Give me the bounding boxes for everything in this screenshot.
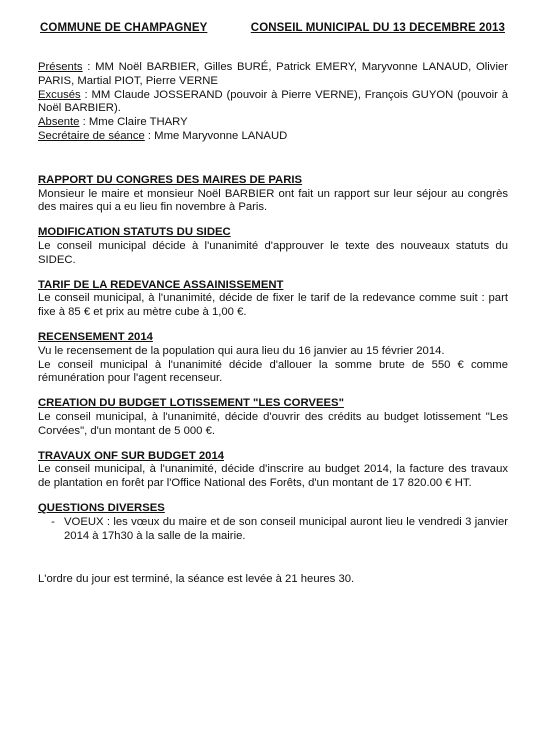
absent-label: Absente: [38, 116, 80, 129]
section-title: CREATION DU BUDGET LOTISSEMENT "LES CORVEES": [38, 397, 344, 410]
list-item: [38, 516, 508, 544]
present-text: : MM Noël BARBIER, Gilles BURÉ, Patrick EMERY, Maryvonne LANAUD, Olivier PARIS, Martial PIOT, Pierre VERNE: [38, 61, 508, 87]
section-title: RECENSEMENT 2014: [38, 330, 153, 343]
commune-name: COMMUNE DE CHAMPAGNEY: [40, 22, 208, 34]
section-text: Le conseil municipal à l'unanimité décide d'allouer la somme brute de 550 € comme rémunération pour l'agent recenseur.: [38, 358, 508, 385]
section-title: TRAVAUX ONF SUR BUDGET 2014: [38, 449, 225, 462]
section-text: Le conseil municipal, à l'unanimité, décide d'inscrire au budget 2014, la facture des travaux de plantation en forêt par l'Office National des Forêts, d'un montant de 17 820.00 € HT.: [38, 463, 508, 490]
section-text: Vu le recensement de la population qui aura lieu du 16 janvier au 15 février 2014.: [38, 344, 445, 357]
section-title: TARIF DE LA REDEVANCE ASSAINISSEMENT: [38, 278, 284, 291]
section-sidec: [38, 226, 508, 267]
section-onf: [38, 450, 508, 491]
section-tarif: [38, 279, 508, 320]
secretary-label: Secrétaire de séance: [38, 129, 145, 142]
secretary-line: [38, 130, 508, 144]
secretary-text: : Mme Maryvonne LANAUD: [144, 129, 288, 142]
section-title: MODIFICATION STATUTS DU SIDEC: [38, 226, 231, 239]
section-text: Le conseil municipal, à l'unanimité, décide de fixer le tarif de la redevance comme suit : part fixe à 85 € et prix au mètre cube à 1,00 €.: [38, 292, 508, 319]
bullet-text: VOEUX : les vœux du maire et de son conseil municipal auront lieu le vendredi 3 janvier 2014 à 17h30 à la salle de la mairie.: [64, 515, 508, 542]
section-text: Le conseil municipal, à l'unanimité, décide d'ouvrir des crédits au budget lotissement "Les Corvées", d'un montant de 5 000 €.: [38, 410, 508, 437]
excused-label: Excusés: [38, 88, 81, 101]
absent-line: [38, 116, 508, 130]
section-title: QUESTIONS DIVERSES: [38, 501, 165, 514]
present-line: [38, 61, 508, 89]
present-label: Présents: [38, 61, 83, 73]
absent-text: : Mme Claire THARY: [79, 116, 188, 129]
closing-statement: L'ordre du jour est terminé, la séance est levée à 21 heures 30.: [38, 573, 355, 586]
section-text: Monsieur le maire et monsieur Noël BARBIER ont fait un rapport sur leur séjour au congrès des maires qui a eu lieu fin novembre à Paris.: [38, 187, 508, 214]
bullet-dash: -: [51, 515, 55, 528]
sections: [38, 174, 508, 544]
excused-line: [38, 89, 508, 117]
section-text: Le conseil municipal décide à l'unanimité d'approuver le texte des nouveaux statuts du SIDEC.: [38, 239, 508, 266]
attendance-block: [38, 61, 508, 144]
excused-text: : MM Claude JOSSERAND (pouvoir à Pierre VERNE), François GUYON (pouvoir à Noël BARBIER).: [38, 88, 508, 115]
section-recensement: [38, 331, 508, 386]
section-rapport: [38, 174, 508, 215]
section-budget: [38, 397, 508, 438]
meeting-title: CONSEIL MUNICIPAL DU 13 DECEMBRE 2013: [250, 22, 505, 34]
document-header: [38, 22, 508, 34]
section-questions: [38, 502, 508, 543]
section-title: RAPPORT DU CONGRES DES MAIRES DE PARIS: [38, 173, 303, 186]
